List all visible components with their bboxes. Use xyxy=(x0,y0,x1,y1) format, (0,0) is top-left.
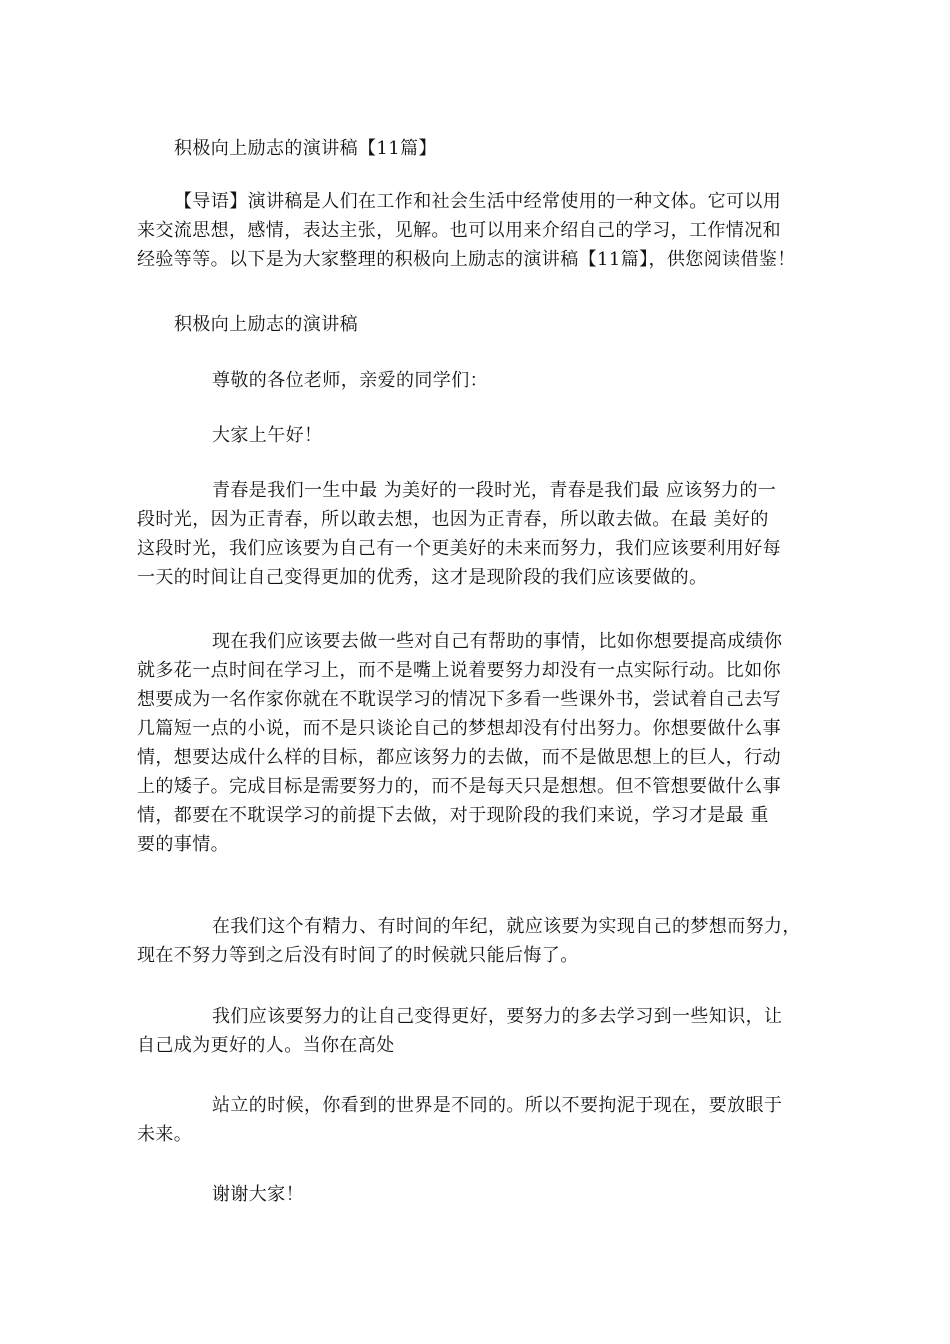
salutation: 尊敬的各位老师，亲爱的同学们： xyxy=(212,370,488,391)
section-title: 积极向上励志的演讲稿 xyxy=(174,314,358,335)
paragraph-line: 现在我们应该要去做一些对自己有帮助的事情，比如你想要提高成绩你 xyxy=(212,631,783,652)
intro-paragraph xyxy=(137,187,796,274)
paragraph-line: 上的矮子。完成目标是需要努力的，而不是每天只是想想。但不管想要做什么事 xyxy=(137,776,781,797)
paragraph-line: 未来。 xyxy=(137,1124,193,1145)
paragraph-line: 站立的时候，你看到的世界是不同的。所以不要拘泥于现在，要放眼于 xyxy=(212,1095,783,1116)
paragraph-line: 情，都要在不耽误学习的前提下去做，对于现阶段的我们来说，学习才是最 重 xyxy=(137,805,769,826)
paragraph-line: 这段时光，我们应该要为自己有一个更美好的未来而努力，我们应该要利用好每 xyxy=(137,538,781,559)
paragraph-line: 自己成为更好的人。当你在高处 xyxy=(137,1035,395,1056)
paragraph-3 xyxy=(137,912,801,970)
intro-line: 【导语】演讲稿是人们在工作和社会生活中经常使用的一种文体。它可以用 xyxy=(174,191,782,212)
paragraph-4 xyxy=(137,1002,783,1060)
paragraph-2 xyxy=(137,627,783,859)
paragraph-5 xyxy=(137,1091,783,1149)
paragraph-line: 段时光，因为正青春，所以敢去想，也因为正青春，所以敢去做。在最 美好的 xyxy=(137,509,769,530)
paragraph-line: 青春是我们一生中最 为美好的一段时光，青春是我们最 应该努力的一 xyxy=(212,480,777,501)
paragraph-line: 几篇短一点的小说，而不是只谈论自己的梦想却没有付出努力。你想要做什么事 xyxy=(137,718,781,739)
paragraph-line: 要的事情。 xyxy=(137,834,229,855)
intro-line: 来交流思想，感情，表达主张，见解。也可以用来介绍自己的学习，工作情况和 xyxy=(137,220,781,241)
paragraph-line: 在我们这个有精力、有时间的年纪，就应该要为实现自己的梦想而努力， xyxy=(212,916,801,937)
paragraph-1 xyxy=(137,476,781,592)
paragraph-line: 就多花一点时间在学习上，而不是嘴上说着要努力却没有一点实际行动。比如你 xyxy=(137,660,781,681)
paragraph-line: 一天的时间让自己变得更加的优秀，这才是现阶段的我们应该要做的。 xyxy=(137,567,708,588)
paragraph-line: 想要成为一名作家你就在不耽误学习的情况下多看一些课外书，尝试着自己去写 xyxy=(137,689,781,710)
greeting: 大家上午好！ xyxy=(212,425,323,446)
paragraph-line: 情，想要达成什么样的目标，都应该努力的去做，而不是做思想上的巨人，行动 xyxy=(137,747,781,768)
paragraph-line: 我们应该要努力的让自己变得更好，要努力的多去学习到一些知识，让 xyxy=(212,1006,783,1027)
document-title: 积极向上励志的演讲稿【11篇】 xyxy=(174,138,437,159)
paragraph-line: 现在不努力等到之后没有时间了的时候就只能后悔了。 xyxy=(137,945,579,966)
closing: 谢谢大家！ xyxy=(212,1184,304,1205)
intro-line: 经验等等。以下是为大家整理的积极向上励志的演讲稿【11篇】，供您阅读借鉴！ xyxy=(137,249,796,270)
